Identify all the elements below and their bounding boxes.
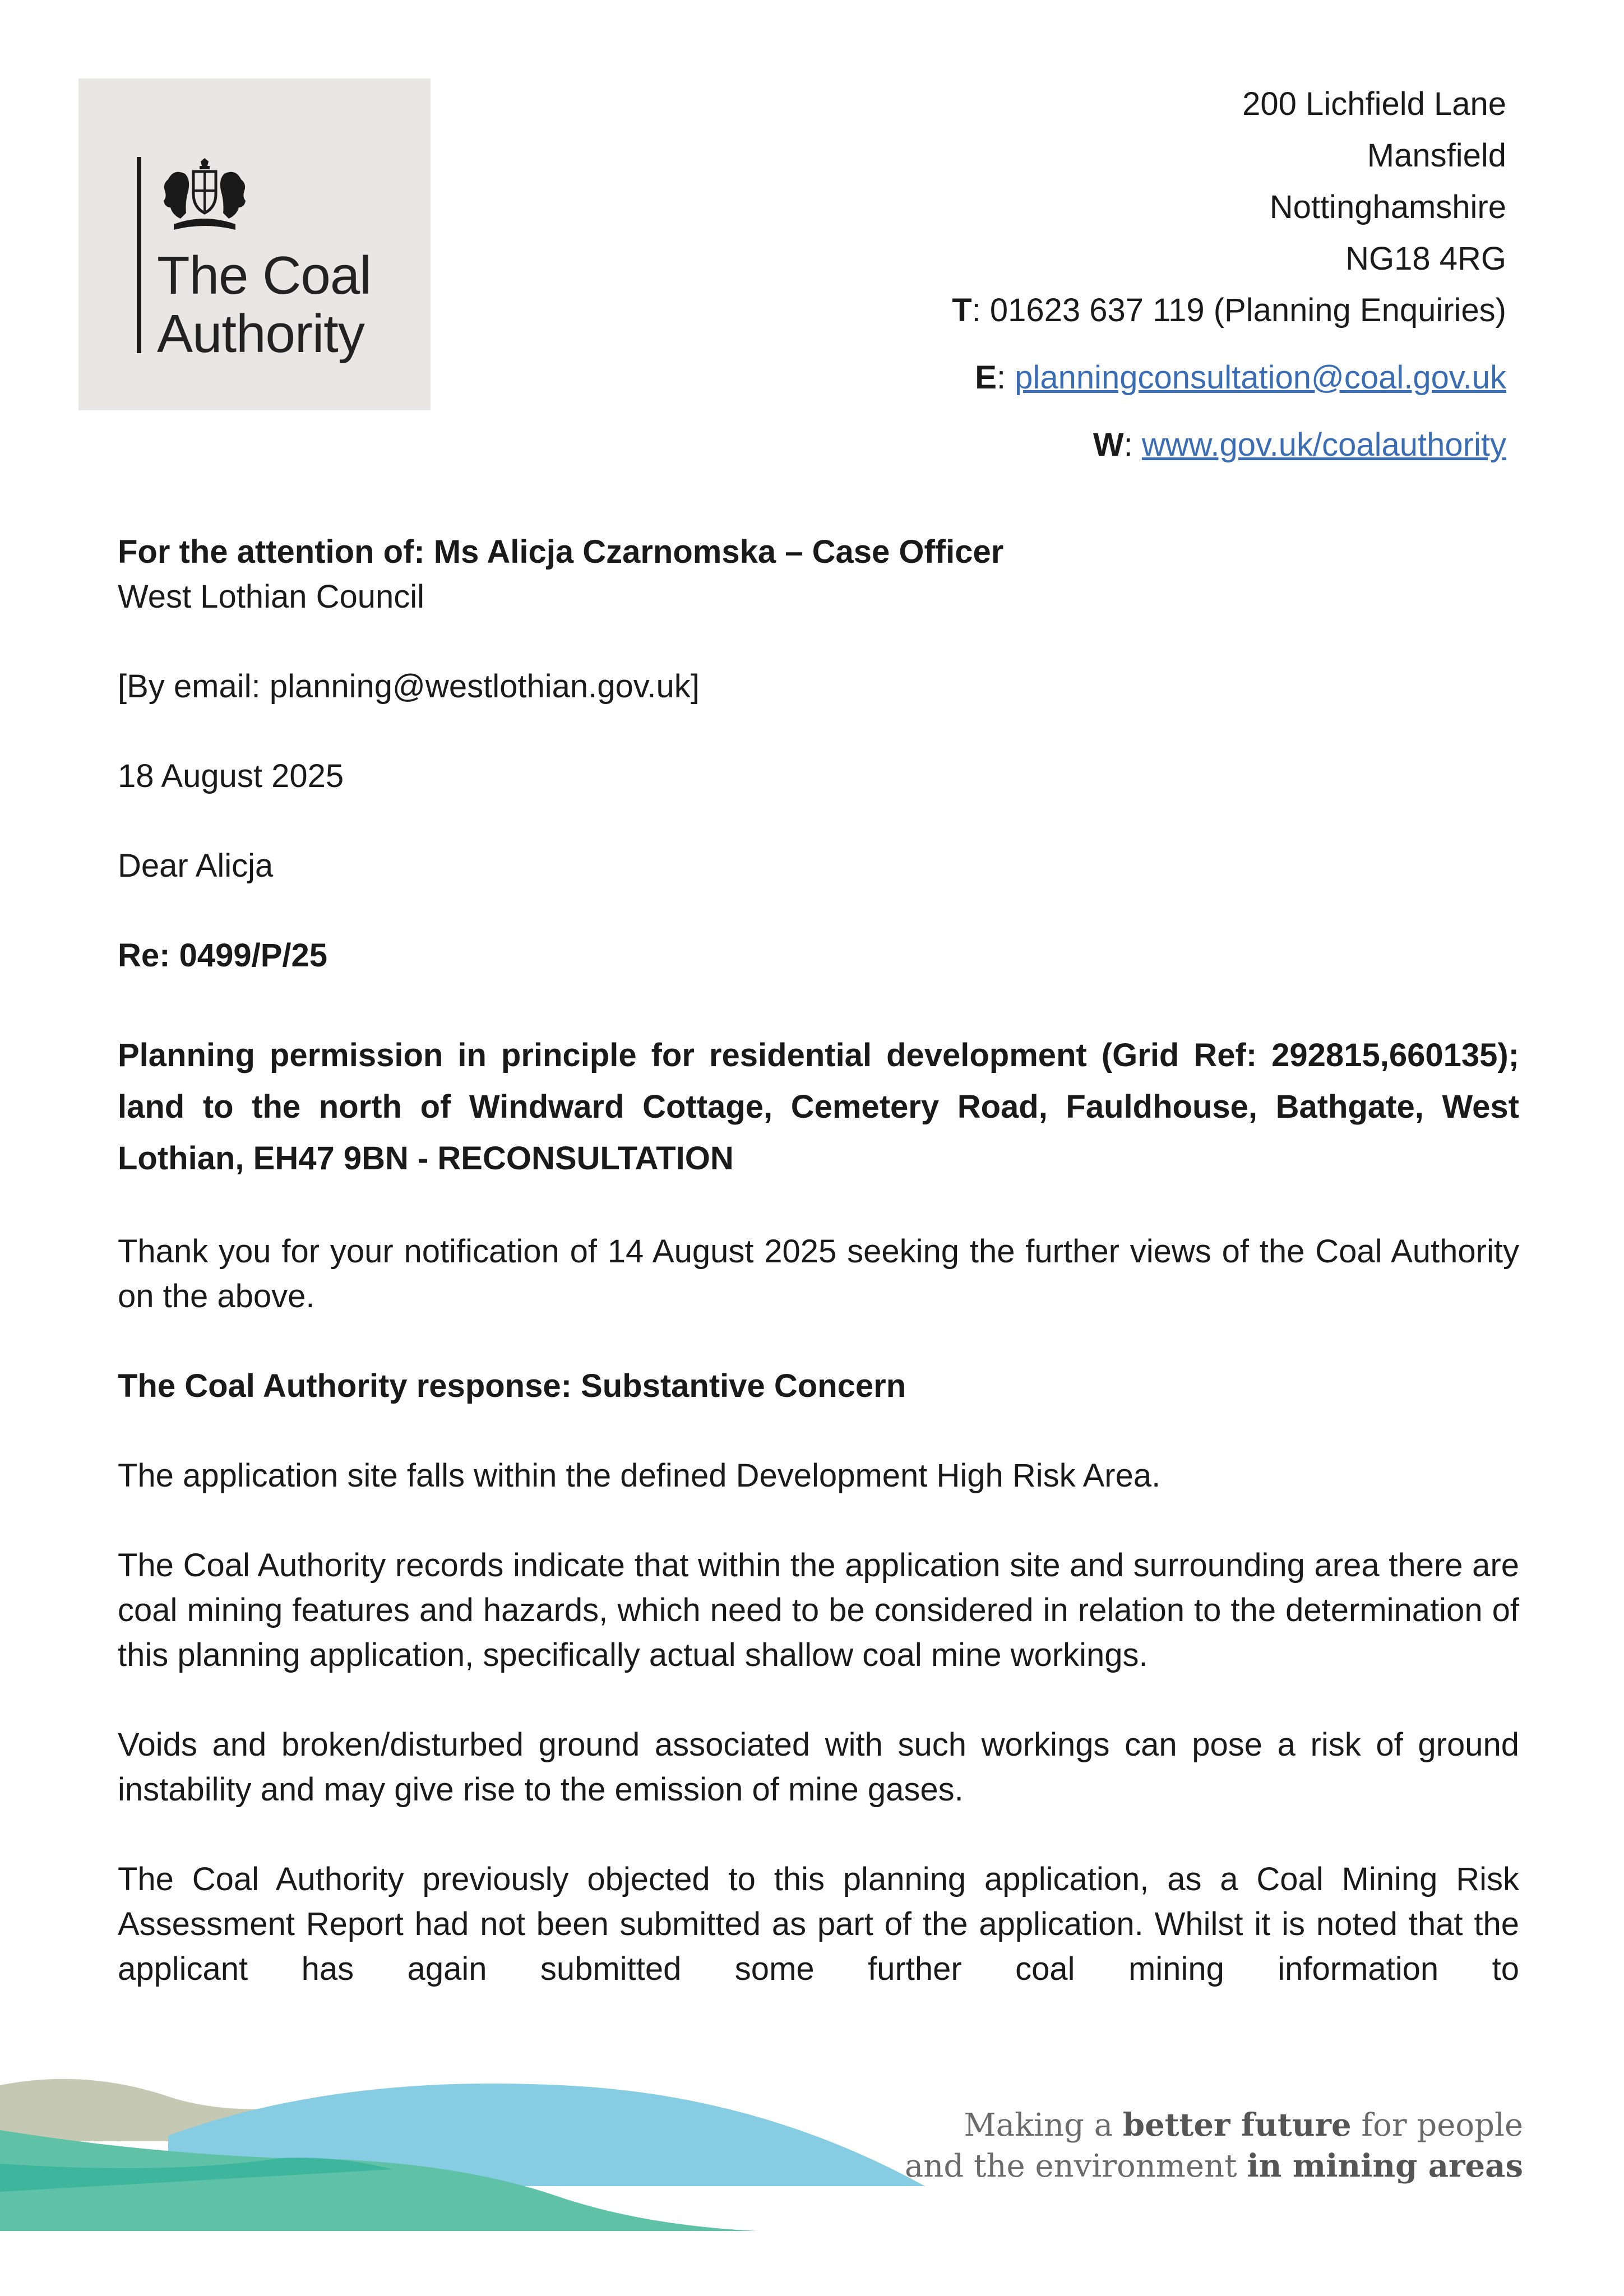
tagline-text-1: Making a <box>964 2107 1123 2144</box>
letter-body <box>118 530 1519 1992</box>
attention-line: For the attention of: Ms Alicja Czarnomska – Case Officer <box>118 534 1004 570</box>
tagline-emphasis-1: better future <box>1122 2107 1352 2144</box>
paragraph-risk-area: The application site falls within the defined Development High Risk Area. <box>118 1457 1161 1494</box>
sender-address <box>834 78 1506 471</box>
email-separator: : <box>996 359 1015 396</box>
tagline-line-2 <box>905 2146 1523 2187</box>
salutation: Dear Alicja <box>118 848 274 884</box>
logo-divider <box>137 157 141 353</box>
footer-tagline <box>905 2105 1523 2187</box>
web-line <box>834 419 1506 471</box>
logo-line-1: The Coal <box>157 246 371 305</box>
by-email-line: [By email: planning@westlothian.gov.uk] <box>118 668 700 705</box>
phone-number: : 01623 637 119 (Planning Enquiries) <box>971 292 1506 328</box>
address-line-1: 200 Lichfield Lane <box>1242 86 1506 122</box>
email-line <box>834 352 1506 404</box>
coal-authority-logo <box>78 78 431 410</box>
phone-label: T <box>952 292 972 328</box>
tagline-text-3: and the environment <box>904 2148 1247 2184</box>
logo-line-2: Authority <box>157 304 364 364</box>
email-label: E <box>975 359 997 396</box>
address-line-3: Nottinghamshire <box>1269 189 1506 225</box>
logo-wordmark <box>157 247 371 363</box>
reference: Re: 0499/P/25 <box>118 937 328 974</box>
tagline-emphasis-2: in mining areas <box>1247 2147 1523 2184</box>
address-postcode: NG18 4RG <box>1345 240 1506 277</box>
letter-date: 18 August 2025 <box>118 758 344 794</box>
paragraph-voids: Voids and broken/disturbed ground associated with such workings can pose a risk of ground instability and may give rise to the emission of mine gases. <box>118 1726 1519 1808</box>
paragraph-previous-objection: The Coal Authority previously objected to this planning application, as a Coal Mining Risk Assessment Report had not been submitted as part of the application. Whilst it is noted that the applicant has again submitted some further coal mining information to <box>118 1861 1519 1987</box>
paragraph-records: The Coal Authority records indicate that within the application site and surrounding area there are coal mining features and hazards, which need to be considered in relation to the determination of this planning application, specifically actual shallow coal mine workings. <box>118 1547 1519 1673</box>
web-separator: : <box>1123 427 1142 463</box>
web-label: W <box>1093 427 1124 463</box>
email-link[interactable]: planningconsultation@coal.gov.uk <box>1015 359 1506 396</box>
royal-crest-icon <box>157 157 252 241</box>
phone-line <box>834 285 1506 336</box>
response-heading: The Coal Authority response: Substantive Concern <box>118 1368 906 1404</box>
address-line-2: Mansfield <box>1367 137 1506 174</box>
footer-wave-graphic <box>0 2063 953 2231</box>
subject-heading: Planning permission in principle for residential development (Grid Ref: 292815,660135); land to the north of Windward Cottage, Cemetery Road, Fauldhouse, Bathgate, West Lothian, EH47 9BN - RECONSULTATION <box>118 1037 1519 1177</box>
tagline-text-2: for people <box>1351 2107 1523 2144</box>
tagline-line-1 <box>905 2105 1523 2146</box>
web-link[interactable]: www.gov.uk/coalauthority <box>1141 427 1506 463</box>
recipient-council: West Lothian Council <box>118 578 425 615</box>
paragraph-notification: Thank you for your notification of 14 August 2025 seeking the further views of the Coal Authority on the above. <box>118 1233 1519 1314</box>
